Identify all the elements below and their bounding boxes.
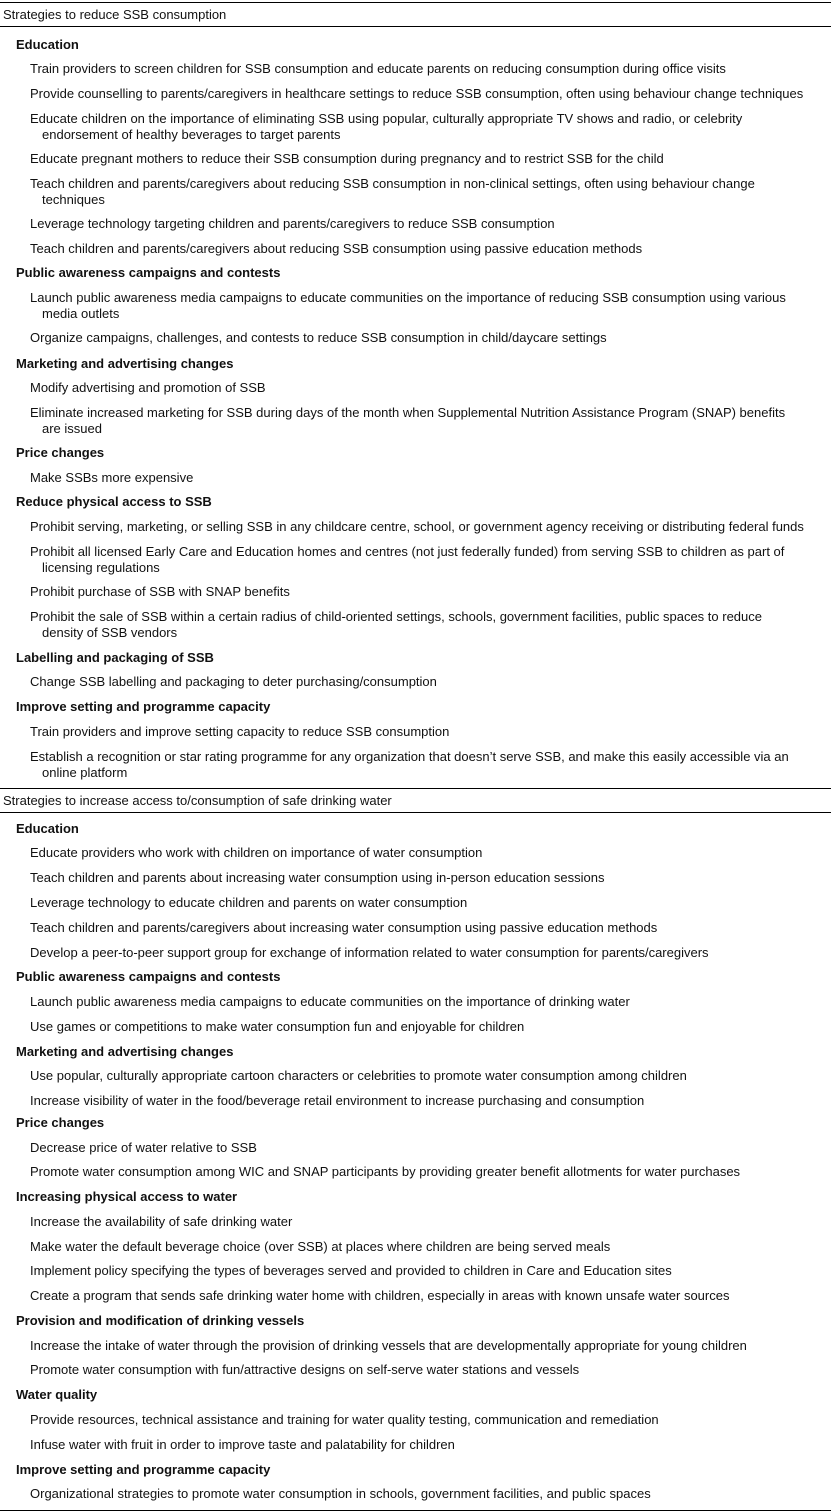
strategy-text: Make SSBs more expensive bbox=[30, 470, 194, 485]
table-bottom-rule bbox=[0, 1510, 831, 1511]
strategy-text: Teach children and parents about increasing water consumption using in-person education sessions bbox=[30, 870, 605, 885]
strategy-item bbox=[30, 1362, 830, 1378]
strategy-item bbox=[30, 1338, 830, 1354]
strategy-text: Promote water consumption with fun/attractive designs on self-serve water stations and vessels bbox=[30, 1362, 580, 1377]
strategy-text: Leverage technology targeting children and parents/caregivers to reduce SSB consumption bbox=[30, 216, 555, 231]
strategy-text: Increase visibility of water in the food/beverage retail environment to increase purchasing and consumption bbox=[30, 1093, 645, 1108]
strategy-text: Teach children and parents/caregivers about reducing SSB consumption in non-clinical settings, often using behaviour change bbox=[30, 176, 755, 191]
strategy-text: Make water the default beverage choice (over SSB) at places where children are being served meals bbox=[30, 1239, 611, 1254]
strategy-item bbox=[30, 870, 830, 886]
strategy-text: Decrease price of water relative to SSB bbox=[30, 1140, 257, 1155]
strategy-item bbox=[30, 519, 830, 535]
strategy-text: Prohibit all licensed Early Care and Education homes and centres (not just federally funded) from serving SSB to children as part of bbox=[30, 544, 785, 559]
strategy-text: Educate pregnant mothers to reduce their SSB consumption during pregnancy and to restrict SSB for the child bbox=[30, 151, 664, 166]
strategy-item bbox=[30, 749, 830, 781]
strategy-item bbox=[30, 994, 830, 1010]
strategy-item bbox=[30, 895, 830, 911]
category-heading: Reduce physical access to SSB bbox=[16, 494, 212, 509]
strategy-item bbox=[30, 470, 830, 486]
strategy-text-continuation: media outlets bbox=[42, 306, 120, 321]
strategy-text: Teach children and parents/caregivers about increasing water consumption using passive education methods bbox=[30, 920, 658, 935]
strategy-text: Provide counselling to parents/caregivers in healthcare settings to reduce SSB consumption, often using behaviour change techniques bbox=[30, 86, 804, 101]
strategy-item bbox=[30, 544, 830, 576]
strategy-text: Increase the availability of safe drinking water bbox=[30, 1214, 293, 1229]
category-heading: Improve setting and programme capacity bbox=[16, 1462, 271, 1477]
strategy-text: Infuse water with fruit in order to improve taste and palatability for children bbox=[30, 1437, 455, 1452]
category-heading: Public awareness campaigns and contests bbox=[16, 969, 281, 984]
category-heading: Provision and modification of drinking vessels bbox=[16, 1313, 305, 1328]
strategy-text: Provide resources, technical assistance and training for water quality testing, communication and remediation bbox=[30, 1412, 659, 1427]
strategy-text: Educate providers who work with children on importance of water consumption bbox=[30, 845, 483, 860]
strategy-text-continuation: endorsement of healthy beverages to target parents bbox=[42, 127, 341, 142]
strategy-text: Educate children on the importance of eliminating SSB using popular, culturally appropriate TV shows and radio, or celebrity bbox=[30, 111, 743, 126]
strategy-text: Increase the intake of water through the provision of drinking vessels that are developmentally appropriate for young children bbox=[30, 1338, 747, 1353]
strategy-item bbox=[30, 920, 830, 936]
strategy-item bbox=[30, 609, 830, 641]
strategy-item bbox=[30, 61, 830, 77]
strategy-text: Use games or competitions to make water consumption fun and enjoyable for children bbox=[30, 1019, 525, 1034]
strategy-item bbox=[30, 1437, 830, 1453]
strategy-item bbox=[30, 724, 830, 740]
strategy-item bbox=[30, 1239, 830, 1255]
strategy-text: Implement policy specifying the types of beverages served and provided to children in Care and Education sites bbox=[30, 1263, 672, 1278]
category-heading: Public awareness campaigns and contests bbox=[16, 265, 281, 280]
strategy-item bbox=[30, 1140, 830, 1156]
strategy-text: Eliminate increased marketing for SSB during days of the month when Supplemental Nutrition Assistance Program (SNAP) benefits bbox=[30, 405, 786, 420]
strategy-item bbox=[30, 216, 830, 232]
strategy-item bbox=[30, 1288, 830, 1304]
strategy-item bbox=[30, 380, 830, 396]
category-heading: Education bbox=[16, 821, 79, 836]
strategy-item bbox=[30, 176, 830, 208]
strategy-item bbox=[30, 1486, 830, 1502]
category-heading: Improve setting and programme capacity bbox=[16, 699, 271, 714]
strategy-text-continuation: online platform bbox=[42, 765, 128, 780]
category-heading: Education bbox=[16, 37, 79, 52]
strategy-text-continuation: techniques bbox=[42, 192, 105, 207]
strategy-text: Promote water consumption among WIC and SNAP participants by providing greater benefit allotments for water purchases bbox=[30, 1164, 741, 1179]
strategy-item bbox=[30, 151, 830, 167]
strategy-item bbox=[30, 1263, 830, 1279]
strategy-text: Modify advertising and promotion of SSB bbox=[30, 380, 266, 395]
strategy-item bbox=[30, 86, 830, 102]
section-header: Strategies to reduce SSB consumption bbox=[0, 2, 831, 27]
strategy-text: Leverage technology to educate children and parents on water consumption bbox=[30, 895, 468, 910]
strategy-item bbox=[30, 290, 830, 322]
strategy-item bbox=[30, 405, 830, 437]
strategy-text: Teach children and parents/caregivers about reducing SSB consumption using passive education methods bbox=[30, 241, 643, 256]
strategy-item bbox=[30, 1214, 830, 1230]
strategy-text: Develop a peer-to-peer support group for exchange of information related to water consumption for parents/caregivers bbox=[30, 945, 709, 960]
strategy-text-continuation: licensing regulations bbox=[42, 560, 160, 575]
strategy-text: Train providers to screen children for SSB consumption and educate parents on reducing consumption during office visits bbox=[30, 61, 726, 76]
strategy-item bbox=[30, 1068, 830, 1084]
strategy-item bbox=[30, 1019, 830, 1035]
strategy-text-continuation: density of SSB vendors bbox=[42, 625, 178, 640]
category-heading: Water quality bbox=[16, 1387, 98, 1402]
strategy-text: Organizational strategies to promote water consumption in schools, government facilities, and public spaces bbox=[30, 1486, 651, 1501]
strategy-item bbox=[30, 845, 830, 861]
strategy-item bbox=[30, 584, 830, 600]
strategy-text: Change SSB labelling and packaging to deter purchasing/consumption bbox=[30, 674, 437, 689]
strategy-text: Prohibit the sale of SSB within a certain radius of child-oriented settings, schools, government facilities, public spaces to reduce bbox=[30, 609, 762, 624]
category-heading: Price changes bbox=[16, 445, 105, 460]
strategy-text: Establish a recognition or star rating programme for any organization that doesn’t serve SSB, and make this easily accessible via an bbox=[30, 749, 789, 764]
strategy-item bbox=[30, 241, 830, 257]
strategy-text: Prohibit serving, marketing, or selling SSB in any childcare centre, school, or government agency receiving or distributing federal funds bbox=[30, 519, 804, 534]
section-header: Strategies to increase access to/consumption of safe drinking water bbox=[0, 788, 831, 813]
strategy-item bbox=[30, 1164, 830, 1180]
category-heading: Price changes bbox=[16, 1115, 105, 1130]
strategy-item bbox=[30, 945, 830, 961]
strategy-text: Launch public awareness media campaigns to educate communities on the importance of drinking water bbox=[30, 994, 630, 1009]
strategy-item bbox=[30, 1412, 830, 1428]
strategy-item bbox=[30, 111, 830, 143]
strategy-text: Prohibit purchase of SSB with SNAP benefits bbox=[30, 584, 290, 599]
category-heading: Increasing physical access to water bbox=[16, 1189, 238, 1204]
strategy-text-continuation: are issued bbox=[42, 421, 102, 436]
strategy-item bbox=[30, 1093, 830, 1109]
strategy-item bbox=[30, 330, 830, 346]
strategy-text: Launch public awareness media campaigns to educate communities on the importance of reducing SSB consumption using various bbox=[30, 290, 786, 305]
strategy-text: Organize campaigns, challenges, and contests to reduce SSB consumption in child/daycare settings bbox=[30, 330, 607, 345]
strategy-text: Use popular, culturally appropriate cartoon characters or celebrities to promote water consumption among children bbox=[30, 1068, 687, 1083]
strategy-text: Create a program that sends safe drinking water home with children, especially in areas with known unsafe water sources bbox=[30, 1288, 730, 1303]
category-heading: Labelling and packaging of SSB bbox=[16, 650, 214, 665]
category-heading: Marketing and advertising changes bbox=[16, 1044, 234, 1059]
category-heading: Marketing and advertising changes bbox=[16, 356, 234, 371]
strategy-item bbox=[30, 674, 830, 690]
strategy-text: Train providers and improve setting capacity to reduce SSB consumption bbox=[30, 724, 450, 739]
